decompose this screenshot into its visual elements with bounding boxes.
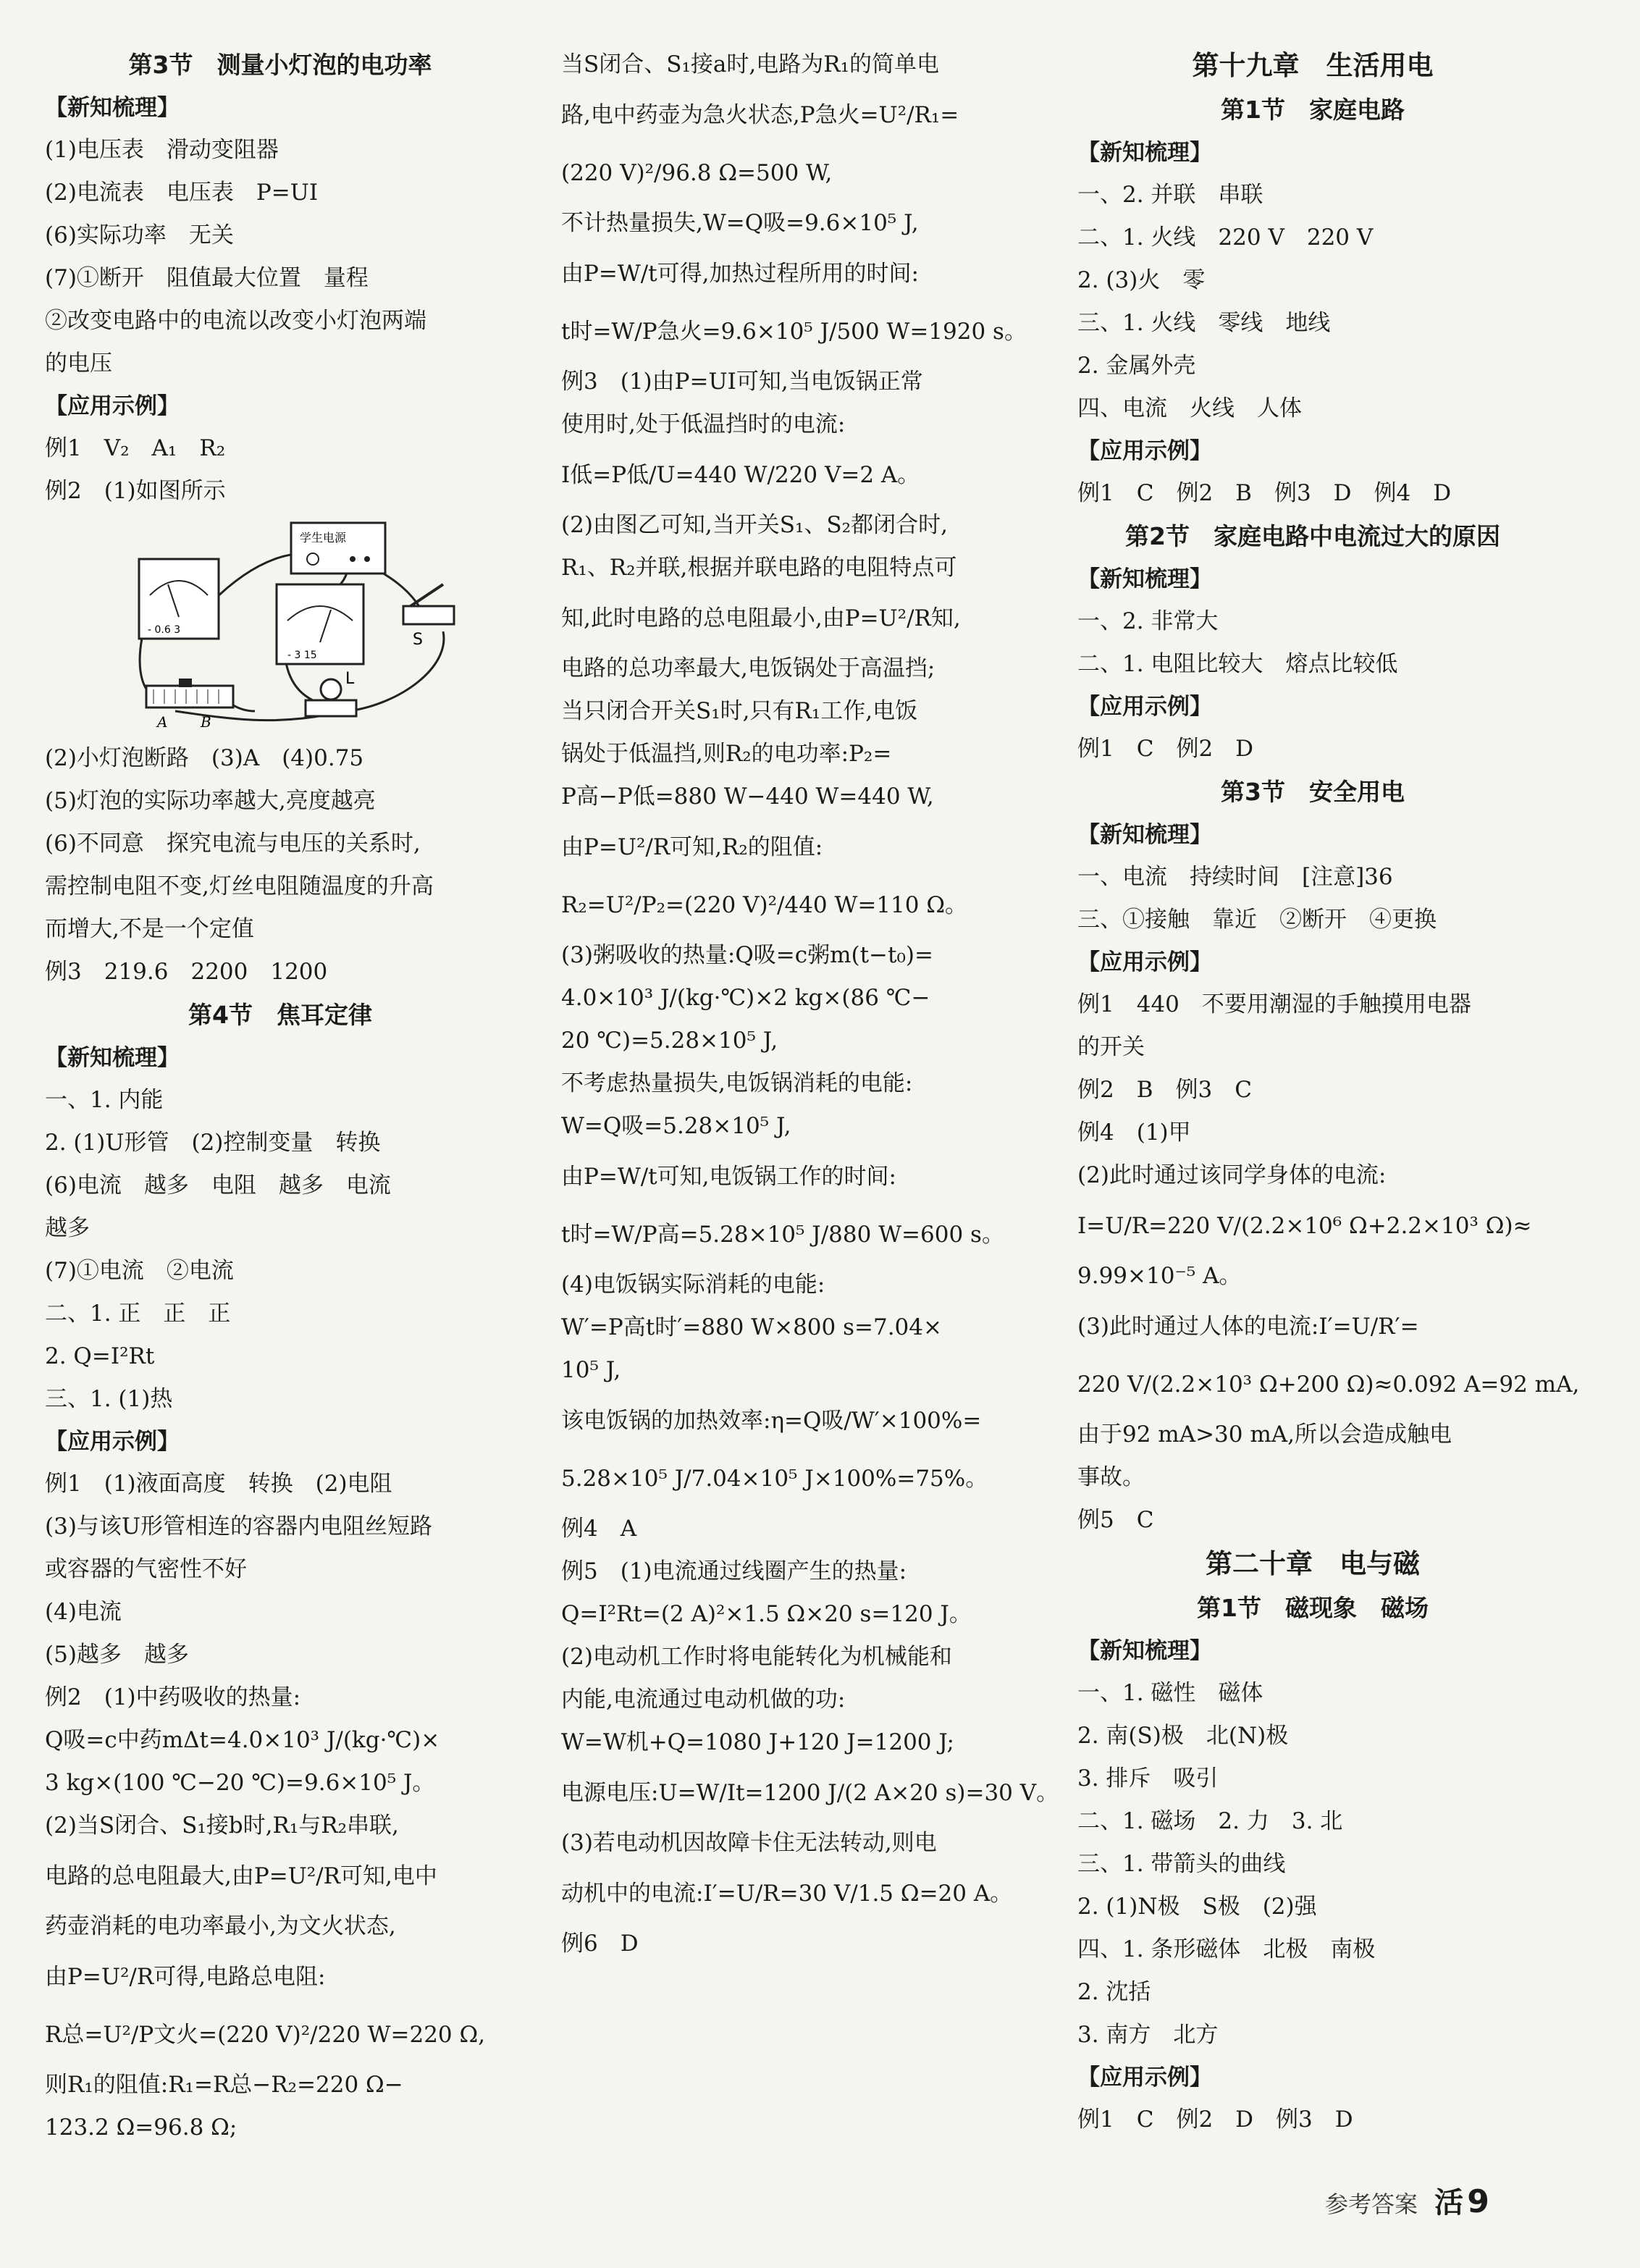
text-line: 电源电压:U=W/It=1200 J/(2 A×20 s)=30 V。 <box>561 1780 1059 1806</box>
text-line: 一、2. 并联 串联 <box>1077 182 1263 208</box>
section-heading: 【新知梳理】 <box>1077 566 1212 592</box>
text-line: t时=W/P急火=9.6×10⁵ J/500 W=1920 s。 <box>561 319 1027 345</box>
text-line: 3 kg×(100 ℃−20 ℃)=9.6×10⁵ J。 <box>45 1770 435 1796</box>
text-line: 例1 V₂ A₁ R₂ <box>45 435 226 461</box>
section-heading: 【新知梳理】 <box>1077 140 1212 166</box>
text-line: 二、1. 正 正 正 <box>45 1301 231 1327</box>
text-line: (3)与该U形管相连的容器内电阻丝短路 <box>45 1513 433 1540</box>
lamp-label: L <box>345 670 355 688</box>
text-line: 4.0×10³ J/(kg·℃)×2 kg×(86 ℃− <box>561 985 930 1011</box>
text-line: 电路的总功率最大,电饭锅处于高温挡; <box>561 655 935 681</box>
section-heading: 【应用示例】 <box>1077 949 1212 975</box>
text-line: W′=P高t时′=880 W×800 s=7.04× <box>561 1314 942 1340</box>
text-line: 9.99×10⁻⁵ A。 <box>1077 1263 1242 1289</box>
text-line: 二、1. 火线 220 V 220 V <box>1077 224 1374 251</box>
text-line: 四、电流 火线 人体 <box>1077 395 1302 421</box>
text-line: 而增大,不是一个定值 <box>45 916 254 942</box>
text-line: 则R₁的阻值:R₁=R总−R₂=220 Ω− <box>45 2072 403 2098</box>
text-line: (5)越多 越多 <box>45 1642 189 1668</box>
power-supply-label: 学生电源 <box>300 531 347 545</box>
text-line: 二、1. 电阻比较大 熔点比较低 <box>1077 651 1398 677</box>
text-line: P高−P低=880 W−440 W=440 W, <box>561 784 934 810</box>
rheostat <box>146 679 233 731</box>
terminal-b-label: B <box>201 713 211 731</box>
text-line: Q吸=c中药mΔt=4.0×10³ J/(kg·℃)× <box>45 1727 440 1753</box>
section-heading: 【应用示例】 <box>1077 2065 1212 2091</box>
text-line: 电路的总电阻最大,由P=U²/R可知,电中 <box>45 1863 437 1889</box>
text-line: 四、1. 条形磁体 北极 南极 <box>1077 1936 1376 1962</box>
switch-label: S <box>413 631 423 649</box>
text-line: 三、1. 火线 零线 地线 <box>1077 310 1331 336</box>
text-line: (2)由图乙可知,当开关S₁、S₂都闭合时, <box>561 512 948 538</box>
text-line: (6)实际功率 无关 <box>45 222 234 248</box>
text-line: 由于92 mA>30 mA,所以会造成触电 <box>1077 1421 1452 1448</box>
text-line: (2)小灯泡断路 (3)A (4)0.75 <box>45 745 364 771</box>
section-heading: 【新知梳理】 <box>1077 822 1212 848</box>
text-line: 2. 南(S)极 北(N)极 <box>1077 1723 1289 1749</box>
section-heading: 【新知梳理】 <box>1077 1638 1212 1664</box>
text-line: 2. 沈括 <box>1077 1979 1151 2005</box>
text-line: 当只闭合开关S₁时,只有R₁工作,电饭 <box>561 698 918 724</box>
column-3 <box>1077 43 1580 2141</box>
ammeter-terminals: - 0.6 3 <box>148 624 181 636</box>
text-line: (4)电流 <box>45 1599 122 1625</box>
section-title: 第1节 磁现象 磁场 <box>1197 1594 1429 1622</box>
ammeter <box>139 559 219 639</box>
chapter-title: 第二十章 电与磁 <box>1206 1548 1420 1579</box>
text-line: 事故。 <box>1077 1464 1145 1490</box>
section-title: 第3节 安全用电 <box>1221 778 1405 806</box>
text-line: (6)电流 越多 电阻 越多 电流 <box>45 1172 391 1198</box>
text-line: (5)灯泡的实际功率越大,亮度越亮 <box>45 788 376 814</box>
text-line: (3)此时通过人体的电流:I′=U/R′= <box>1077 1314 1419 1340</box>
text-line: 2. (3)火 零 <box>1077 267 1206 293</box>
text-line: 由P=U²/R可知,R₂的阻值: <box>561 834 823 860</box>
text-line: 例2 B 例3 C <box>1077 1077 1252 1103</box>
column-2 <box>561 43 1059 1965</box>
text-line: 三、①接触 靠近 ②断开 ④更换 <box>1077 907 1437 933</box>
section-heading: 【应用示例】 <box>45 393 180 419</box>
text-line: 越多 <box>45 1215 90 1241</box>
text-line: (220 V)²/96.8 Ω=500 W, <box>561 160 833 186</box>
text-line: 例1 C 例2 B 例3 D 例4 D <box>1077 480 1452 506</box>
text-line: 该电饭锅的加热效率:η=Q吸/W′×100%= <box>561 1408 982 1434</box>
text-line: 的开关 <box>1077 1034 1145 1060</box>
text-line: 三、1. (1)热 <box>45 1386 173 1412</box>
text-line: 例3 219.6 2200 1200 <box>45 959 328 985</box>
text-line: 2. Q=I²Rt <box>45 1343 155 1369</box>
text-line: 5.28×10⁵ J/7.04×10⁵ J×100%=75%。 <box>561 1466 988 1492</box>
text-line: 不计热量损失,W=Q吸=9.6×10⁵ J, <box>561 210 919 236</box>
text-line: 2. 金属外壳 <box>1077 353 1196 379</box>
text-line: (3)若电动机因故障卡住无法转动,则电 <box>561 1830 937 1856</box>
circuit-diagram <box>110 516 487 733</box>
page-footer <box>1325 2180 1489 2221</box>
text-line: (2)电流表 电压表 P=UI <box>45 180 319 206</box>
text-line: 或容器的气密性不好 <box>45 1556 247 1582</box>
text-line: 的电压 <box>45 350 112 377</box>
text-line: 不考虑热量损失,电饭锅消耗的电能: <box>561 1070 913 1096</box>
text-line: (7)①断开 阻值最大位置 量程 <box>45 265 369 291</box>
text-line: 由P=U²/R可得,电路总电阻: <box>45 1964 326 1990</box>
text-line: (2)此时通过该同学身体的电流: <box>1077 1162 1387 1188</box>
text-line: 例6 D <box>561 1931 639 1957</box>
text-line: (1)电压表 滑动变阻器 <box>45 137 279 163</box>
text-line: (2)当S闭合、S₁接b时,R₁与R₂串联, <box>45 1813 399 1839</box>
text-line: 123.2 Ω=96.8 Ω; <box>45 2114 237 2141</box>
text-line: 例1 440 不要用潮湿的手触摸用电器 <box>1077 991 1471 1017</box>
text-line: I低=P低/U=440 W/220 V=2 A。 <box>561 462 920 488</box>
section-title: 第3节 测量小灯泡的电功率 <box>128 51 432 79</box>
text-line: (7)①电流 ②电流 <box>45 1258 234 1284</box>
text-line: 当S闭合、S₁接a时,电路为R₁的简单电 <box>561 51 940 77</box>
footer-brand: 活 <box>1434 2186 1464 2219</box>
text-line: 动机中的电流:I′=U/R=30 V/1.5 Ω=20 A。 <box>561 1881 1013 1907</box>
text-line: 例4 (1)甲 <box>1077 1120 1191 1146</box>
text-line: 例2 (1)如图所示 <box>45 478 226 504</box>
section-heading: 【新知梳理】 <box>45 1045 180 1071</box>
section-title: 第4节 焦耳定律 <box>188 1001 372 1029</box>
text-line: 由P=W/t可知,电饭锅工作的时间: <box>561 1164 896 1190</box>
text-line: 例2 (1)中药吸收的热量: <box>45 1684 301 1710</box>
text-line: 例1 C 例2 D <box>1077 736 1254 762</box>
text-line: (3)粥吸收的热量:Q吸=c粥m(t−t₀)= <box>561 942 933 968</box>
voltmeter-terminals: - 3 15 <box>287 650 317 661</box>
power-supply <box>291 523 385 574</box>
text-line: 由P=W/t可得,加热过程所用的时间: <box>561 261 919 287</box>
text-line: R总=U²/P文火=(220 V)²/220 W=220 Ω, <box>45 2022 486 2048</box>
text-line: (2)电动机工作时将电能转化为机械能和 <box>561 1644 952 1670</box>
text-line: 三、1. 带箭头的曲线 <box>1077 1851 1286 1877</box>
text-line: 例1 C 例2 D 例3 D <box>1077 2107 1353 2133</box>
page-number: 9 <box>1467 2183 1489 2220</box>
section-heading: 【新知梳理】 <box>45 95 180 121</box>
text-line: 内能,电流通过电动机做的功: <box>561 1687 846 1713</box>
text-line: 例1 (1)液面高度 转换 (2)电阻 <box>45 1471 392 1497</box>
text-line: 10⁵ J, <box>561 1357 621 1383</box>
text-line: 例3 (1)由P=UI可知,当电饭锅正常 <box>561 369 923 395</box>
section-heading: 【应用示例】 <box>1077 438 1212 464</box>
terminal-a-label: A <box>157 713 168 731</box>
text-line: 例5 C <box>1077 1507 1154 1533</box>
text-line: ②改变电路中的电流以改变小灯泡两端 <box>45 308 426 334</box>
text-line: R₁、R₂并联,根据并联电路的电阻特点可 <box>561 555 957 581</box>
text-line: 2. (1)N极 S极 (2)强 <box>1077 1894 1317 1920</box>
text-line: 药壶消耗的电功率最小,为文火状态, <box>45 1913 396 1939</box>
text-line: R₂=U²/P₂=(220 V)²/440 W=110 Ω。 <box>561 892 968 918</box>
text-line: 20 ℃)=5.28×10⁵ J, <box>561 1028 778 1054</box>
section-heading: 【应用示例】 <box>1077 694 1212 720</box>
text-line: W=Q吸=5.28×10⁵ J, <box>561 1113 791 1139</box>
text-line: W=W机+Q=1080 J+120 J=1200 J; <box>561 1729 954 1755</box>
text-line: 一、2. 非常大 <box>1077 608 1219 634</box>
section-title: 第2节 家庭电路中电流过大的原因 <box>1125 522 1500 550</box>
chapter-title: 第十九章 生活用电 <box>1192 50 1434 81</box>
text-line: 一、电流 持续时间 [注意]36 <box>1077 864 1393 890</box>
text-line: Q=I²Rt=(2 A)²×1.5 Ω×20 s=120 J。 <box>561 1601 972 1627</box>
footer-label: 参考答案 <box>1325 2191 1418 2218</box>
text-line: 3. 南方 北方 <box>1077 2022 1219 2048</box>
text-line: 二、1. 磁场 2. 力 3. 北 <box>1077 1808 1343 1834</box>
text-line: 知,此时电路的总电阻最小,由P=U²/R知, <box>561 605 961 631</box>
text-line: I=U/R=220 V/(2.2×10⁶ Ω+2.2×10³ Ω)≈ <box>1077 1213 1532 1239</box>
text-line: 220 V/(2.2×10³ Ω+200 Ω)≈0.092 A=92 mA, <box>1077 1372 1580 1398</box>
section-title: 第1节 家庭电路 <box>1221 96 1405 124</box>
text-line: (6)不同意 探究电流与电压的关系时, <box>45 831 421 857</box>
text-line: 例5 (1)电流通过线圈产生的热量: <box>561 1558 907 1584</box>
voltmeter <box>277 584 363 664</box>
text-line: 锅处于低温挡,则R₂的电功率:P₂= <box>561 741 892 767</box>
text-line: 3. 排斥 吸引 <box>1077 1765 1219 1792</box>
text-line: 一、1. 磁性 磁体 <box>1077 1680 1263 1706</box>
text-line: 需控制电阻不变,灯丝电阻随温度的升高 <box>45 873 434 899</box>
lamp <box>306 670 356 716</box>
text-line: 使用时,处于低温挡时的电流: <box>561 411 846 437</box>
text-line: 2. (1)U形管 (2)控制变量 转换 <box>45 1130 381 1156</box>
text-line: t时=W/P高=5.28×10⁵ J/880 W=600 s。 <box>561 1222 1004 1248</box>
column-1 <box>45 43 516 2149</box>
text-line: 例4 A <box>561 1516 637 1542</box>
text-line: 一、1. 内能 <box>45 1087 164 1113</box>
text-line: (4)电饭锅实际消耗的电能: <box>561 1272 825 1298</box>
section-heading: 【应用示例】 <box>45 1429 180 1455</box>
text-line: 路,电中药壶为急火状态,P急火=U²/R₁= <box>561 102 959 128</box>
